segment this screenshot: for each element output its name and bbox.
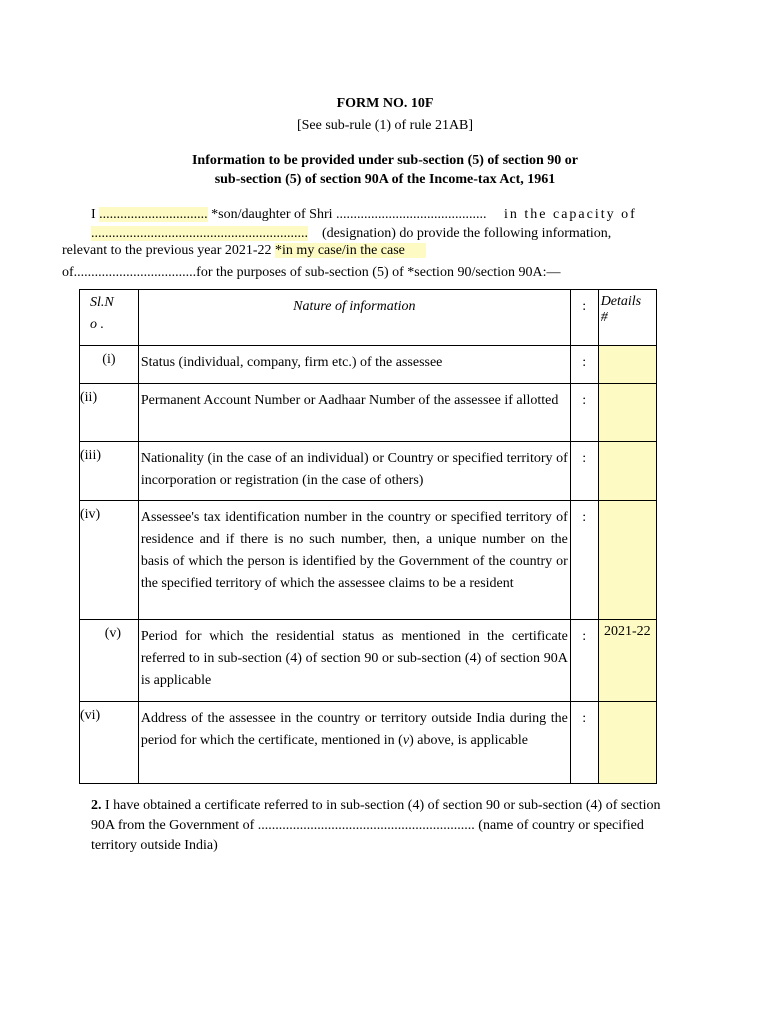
row-sl-text: (iii) — [80, 448, 101, 463]
header-sl-no-line1: Sl.N — [90, 295, 114, 310]
table-row — [80, 346, 657, 384]
row-nature: Assessee's tax identification number in the country or specified territory of residence and if there is no such number, then, a unique number on the basis of which the person is identified by the Government of the country or the specified territory of which the assessee claims to be a resident — [138, 501, 570, 620]
row-nature — [138, 702, 570, 784]
row-sl-no — [80, 702, 139, 784]
row-sl-text: (ii) — [80, 390, 98, 405]
declaration-line3 — [62, 243, 657, 259]
row-colon: : — [570, 620, 598, 702]
row-nature: Nationality (in the case of an individual) or Country or specified territory of incorporation or registration (in the case of others) — [138, 442, 570, 501]
info-heading-line2: sub-section (5) of section 90A of the Income-tax Act, 1961 — [214, 172, 556, 187]
header-details — [598, 290, 656, 346]
declaration-i: I — [91, 207, 96, 222]
case-option-text: *in my case/in the case — [275, 243, 405, 258]
row-nature: Period for which the residential status as mentioned in the certificate referred to in sub-section (4) of section 90 or sub-section (4) of section 90A is applicable — [138, 620, 570, 702]
paragraph-2-text: I have obtained a certificate referred to in sub-section (4) of section 90 or sub-section (4) of section 90A from the Government of .............................................................. (name of country or specified territory outside India) — [91, 798, 661, 853]
capacity-label: in the capacity of — [504, 207, 637, 222]
row-nature-post: ) above, is applicable — [409, 733, 529, 748]
row-nature-italic: v — [402, 733, 410, 748]
row-sl-no — [80, 384, 139, 442]
table-row — [80, 702, 657, 784]
table-row — [80, 620, 657, 702]
row-nature: Status (individual, company, firm etc.) of the assessee — [138, 346, 570, 384]
entity-name-field[interactable]: of................................... — [62, 265, 197, 280]
designation-field[interactable]: .............................................................. — [91, 226, 308, 241]
header-details-line2: # — [600, 310, 608, 325]
row-sl-text: (i) — [102, 352, 116, 367]
declaration-line4 — [62, 265, 657, 281]
father-name-field[interactable]: ........................................... — [336, 207, 487, 222]
information-table — [79, 289, 657, 784]
row-details-field[interactable] — [598, 501, 656, 620]
name-field[interactable]: ............................... — [99, 207, 208, 222]
header-nature: Nature of information — [138, 290, 570, 346]
header-colon: : — [570, 290, 598, 346]
row-nature-pre: Address of the assessee in the country or territory outside India during the period for which the certificate, mentioned in ( — [140, 711, 568, 748]
row-sl-no — [80, 620, 139, 702]
row-colon: : — [570, 702, 598, 784]
subrule-reference: [See sub-rule (1) of rule 21AB] — [296, 118, 474, 133]
paragraph-2 — [91, 796, 683, 856]
header-details-line1: Details — [600, 294, 642, 309]
table-row — [80, 442, 657, 501]
table-row — [80, 501, 657, 620]
row-details-field[interactable] — [598, 702, 656, 784]
previous-year-text: relevant to the previous year 2021-22 — [62, 243, 272, 258]
row-details-field[interactable] — [598, 346, 656, 384]
row-nature: Permanent Account Number or Aadhaar Number of the assessee if allotted — [138, 384, 570, 442]
form-title: FORM NO. 10F — [336, 96, 434, 111]
row-sl-no — [80, 442, 139, 501]
declaration-line1 — [91, 207, 686, 223]
info-heading-line1: Information to be provided under sub-section (5) of section 90 or — [191, 153, 579, 168]
designation-label: (designation) do provide the following information, — [322, 226, 612, 241]
row-colon: : — [570, 442, 598, 501]
table-row — [80, 384, 657, 442]
paragraph-2-number: 2. — [91, 798, 102, 813]
purpose-text: for the purposes of sub-section (5) of *section 90/section 90A:— — [196, 265, 561, 280]
row-sl-text: (v) — [104, 626, 122, 641]
son-daughter-label: *son/daughter of Shri — [211, 207, 333, 222]
row-colon: : — [570, 501, 598, 620]
row-sl-no — [80, 501, 139, 620]
row-sl-text: (iv) — [80, 507, 101, 522]
row-details-field[interactable] — [598, 384, 656, 442]
row-sl-no — [80, 346, 139, 384]
info-heading — [0, 151, 770, 189]
declaration-line2 — [91, 226, 686, 242]
header-sl-no-line2: o . — [90, 317, 104, 332]
row-colon: : — [570, 384, 598, 442]
row-details-field[interactable]: 2021-22 — [598, 620, 656, 702]
row-colon: : — [570, 346, 598, 384]
table-header-row — [80, 290, 657, 346]
row-sl-text: (vi) — [80, 708, 101, 723]
row-details-field[interactable] — [598, 442, 656, 501]
case-option-field[interactable] — [275, 243, 426, 258]
header-sl-no — [80, 290, 139, 346]
